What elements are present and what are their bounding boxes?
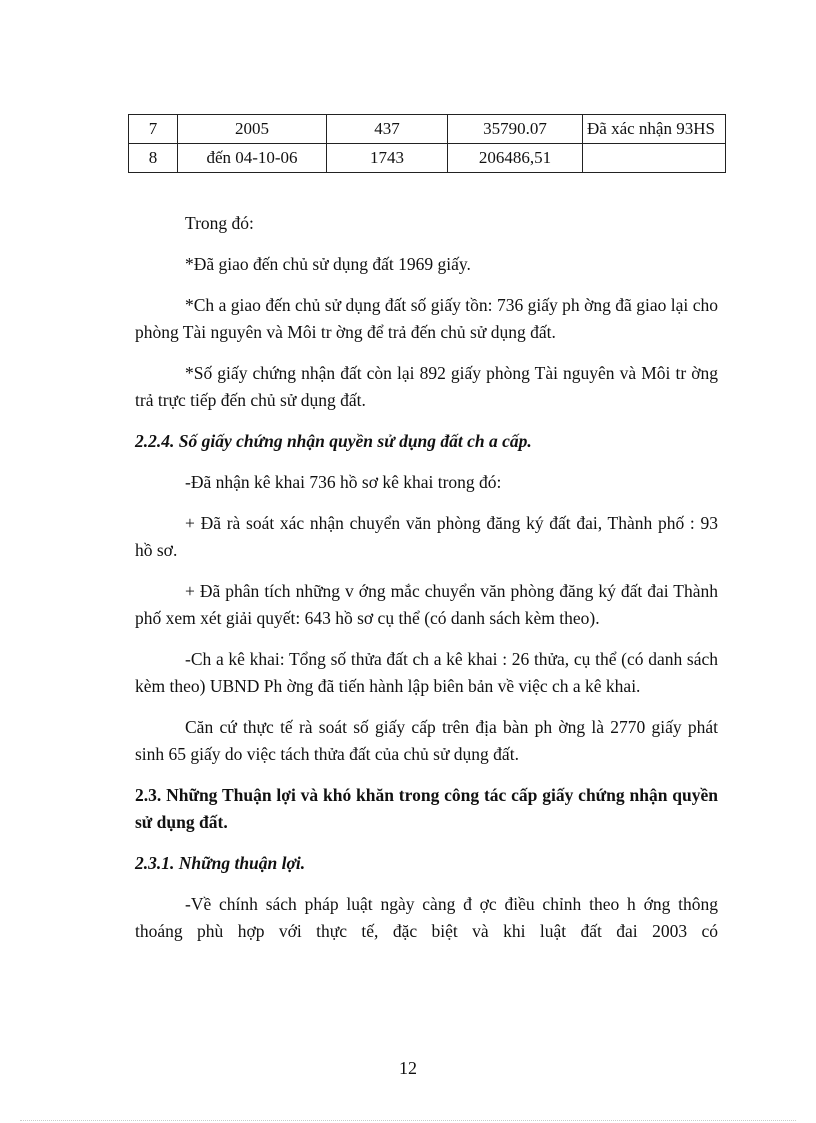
paragraph: -Đã nhận kê khai 736 hồ sơ kê khai trong đó: [185,472,502,492]
table-cell: đến 04-10-06 [178,144,327,173]
table-cell: 2005 [178,115,327,144]
table-cell [583,144,726,173]
section-heading: 2.3. Những Thuận lợi và khó khăn trong công tác cấp giấy chứng nhận quyền sử dụng đất. [135,785,718,832]
footer-divider [20,1120,796,1121]
paragraph: *Ch a giao đến chủ sử dụng đất số giấy tồn: 736 giấy ph ờng đã giao lại cho phòng Tài nguyên và Môi tr ờng để trả đến chủ sử dụng đất. [135,295,718,342]
paragraph: Căn cứ thực tế rà soát số giấy cấp trên địa bàn ph ờng là 2770 giấy phát sinh 65 giấy do việc tách thửa đất của chủ sử dụng đất. [135,717,718,764]
paragraph: *Đã giao đến chủ sử dụng đất 1969 giấy. [185,254,471,274]
table-cell: 8 [129,144,178,173]
table-cell: 206486,51 [448,144,583,173]
section-heading: 2.3.1. Những thuận lợi. [135,853,306,873]
table-cell: 1743 [327,144,448,173]
paragraph: + Đã phân tích những v ớng mắc chuyển văn phòng đăng ký đất đai Thành phố xem xét giải quyết: 643 hồ sơ cụ thể (có danh sách kèm theo). [135,581,718,628]
table-row [129,115,726,144]
section-heading: 2.2.4. Số giấy chứng nhận quyền sử dụng đất ch a cấp. [135,431,532,451]
paragraph: -Ch a kê khai: Tổng số thửa đất ch a kê khai : 26 thửa, cụ thể (có danh sách kèm theo) UBND Ph ờng đã tiến hành lập biên bản về việc ch a kê khai. [135,649,718,696]
table-cell: Đã xác nhận 93HS [583,115,726,144]
paragraph: Trong đó: [185,213,254,233]
data-table [128,114,726,173]
paragraph: + Đã rà soát xác nhận chuyển văn phòng đăng ký đất đai, Thành phố : 93 hồ sơ. [135,513,718,560]
body-text [135,210,718,959]
table-cell: 7 [129,115,178,144]
table-cell: 35790.07 [448,115,583,144]
table-cell: 437 [327,115,448,144]
paragraph: -Về chính sách pháp luật ngày càng đ ợc điều chỉnh theo h ớng thông thoáng phù hợp với thực tế, đặc biệt và khi luật đất đai 2003 có [135,894,718,941]
paragraph: *Số giấy chứng nhận đất còn lại 892 giấy phòng Tài nguyên và Môi tr ờng trả trực tiếp đến chủ sử dụng đất. [135,363,718,410]
page-number: 12 [399,1058,417,1078]
table-row [129,144,726,173]
